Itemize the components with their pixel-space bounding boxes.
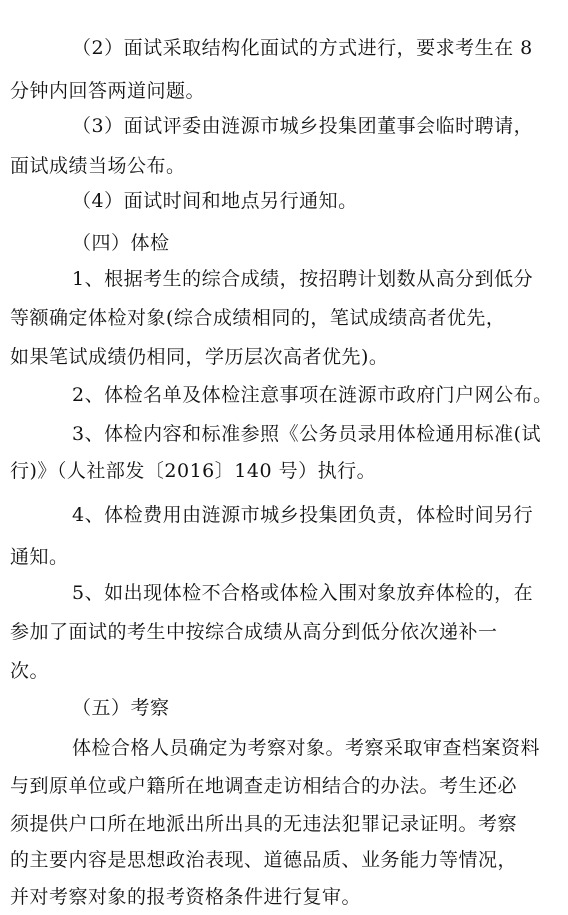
- text-line: 次。: [10, 660, 50, 682]
- text-line: 与到原单位或户籍所在地调查走访相结合的办法。考生还必: [10, 775, 518, 797]
- text-line: 面试成绩当场公布。: [10, 155, 186, 177]
- text-line: 3、体检内容和标准参照《公务员录用体检通用标准(试: [72, 423, 542, 445]
- text-line: 体检合格人员确定为考察对象。考察采取审查档案资料: [72, 737, 541, 759]
- text-line: 行)》（人社部发〔2016〕140 号）执行。: [10, 460, 377, 482]
- text-line: 如果笔试成绩仍相同，学历层次高者优先)。: [10, 346, 389, 368]
- text-line: （4）面试时间和地点另行通知。: [72, 190, 358, 212]
- text-line: （3）面试评委由涟源市城乡投集团董事会临时聘请，: [72, 115, 534, 137]
- section-heading: （五）考察: [72, 697, 170, 719]
- text-line: 1、根据考生的综合成绩，按招聘计划数从高分到低分: [72, 268, 534, 290]
- text-line: （2）面试采取结构化面试的方式进行，要求考生在 8: [72, 37, 533, 59]
- text-line: 通知。: [10, 546, 69, 568]
- text-line: 等额确定体检对象(综合成绩相同的，笔试成绩高者优先，: [10, 307, 506, 329]
- text-line: 4、体检费用由涟源市城乡投集团负责，体检时间另行: [72, 504, 534, 526]
- text-line: 须提供户口所在地派出所出具的无违法犯罪记录证明。考察: [10, 813, 518, 835]
- text-line: 分钟内回答两道问题。: [10, 80, 206, 102]
- text-line: 参加了面试的考生中按综合成绩从高分到低分依次递补一: [10, 621, 498, 643]
- text-line: 并对考察对象的报考资格条件进行复审。: [10, 886, 362, 908]
- section-heading: （四）体检: [72, 232, 170, 254]
- text-line: 5、如出现体检不合格或体检入围对象放弃体检的，在: [72, 582, 534, 604]
- text-line: 2、体检名单及体检注意事项在涟源市政府门户网公布。: [72, 384, 553, 406]
- text-line: 的主要内容是思想政治表现、道德品质、业务能力等情况，: [10, 849, 518, 871]
